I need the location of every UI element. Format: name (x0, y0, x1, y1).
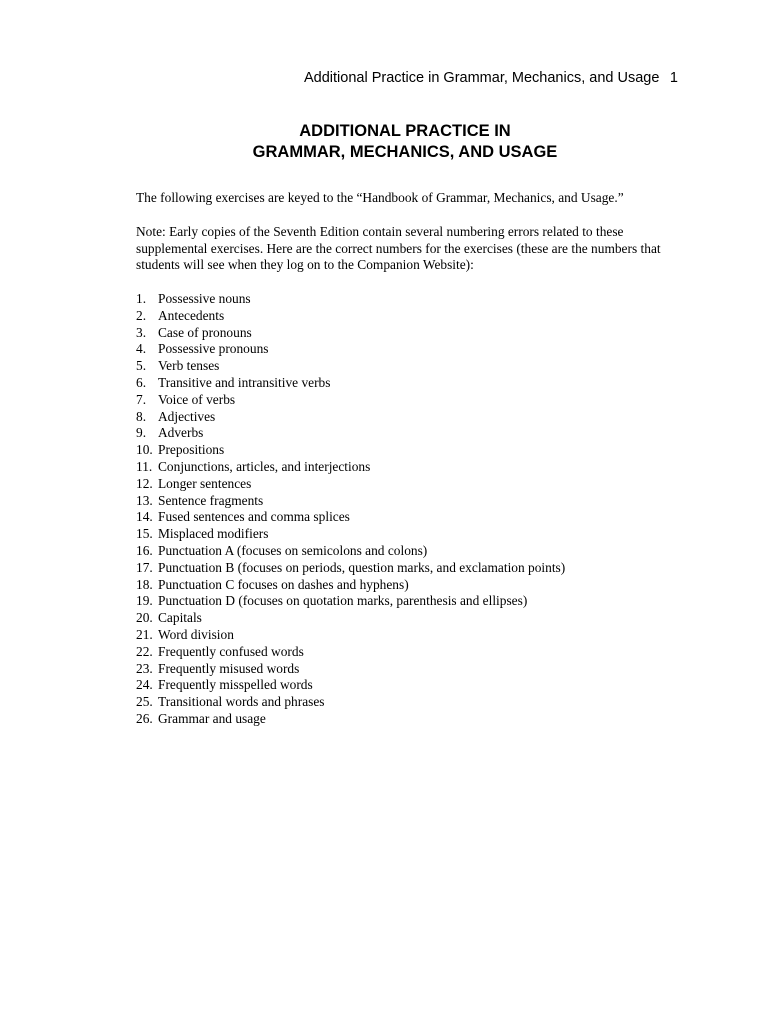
exercise-label: Grammar and usage (158, 710, 266, 726)
list-item (136, 677, 696, 694)
exercise-label: Frequently confused words (158, 643, 304, 659)
list-item (136, 560, 696, 577)
exercise-number: 23. (136, 660, 153, 676)
exercise-number: 9. (136, 425, 147, 441)
exercise-number: 19. (136, 593, 153, 609)
exercise-number: 18. (136, 576, 153, 592)
note-line-3: students will see when they log on to the Companion Website): (136, 257, 474, 273)
list-item (136, 577, 696, 594)
list-item (136, 375, 696, 392)
exercise-label: Punctuation B (focuses on periods, question marks, and exclamation points) (158, 559, 566, 575)
exercise-number: 15. (136, 526, 153, 542)
exercise-number: 21. (136, 626, 153, 642)
list-item (136, 526, 696, 543)
list-item (136, 308, 696, 325)
exercise-number: 5. (136, 358, 147, 374)
exercise-number: 12. (136, 475, 153, 491)
running-header (304, 69, 678, 87)
exercise-label: Punctuation D (focuses on quotation marks, parenthesis and ellipses) (158, 593, 528, 609)
exercise-number: 7. (136, 391, 147, 407)
list-item (136, 409, 696, 426)
exercise-number: 11. (136, 458, 153, 474)
exercise-label: Transitive and intransitive verbs (158, 374, 331, 390)
exercise-number: 16. (136, 542, 153, 558)
list-item (136, 425, 696, 442)
list-item (136, 509, 696, 526)
document-title-line-2: GRAMMAR, MECHANICS, AND USAGE (252, 143, 558, 161)
exercise-number: 4. (136, 341, 147, 357)
document-title-line-1: ADDITIONAL PRACTICE IN (299, 122, 511, 140)
intro-paragraph: The following exercises are keyed to the “Handbook of Grammar, Mechanics, and Usage.” (136, 190, 624, 205)
list-item (136, 711, 696, 728)
list-item (136, 358, 696, 375)
note-line-1: Note: Early copies of the Seventh Edition contain several numbering errors related to these (136, 224, 624, 239)
exercise-number: 10. (136, 442, 153, 458)
exercise-label: Conjunctions, articles, and interjections (158, 458, 371, 474)
list-item (136, 442, 696, 459)
exercise-number: 2. (136, 307, 147, 323)
exercise-label: Punctuation A (focuses on semicolons and colons) (158, 542, 428, 558)
exercise-label: Longer sentences (158, 475, 252, 491)
note-paragraph (136, 224, 696, 274)
list-item (136, 627, 696, 644)
exercise-number: 3. (136, 324, 147, 340)
list-item (136, 543, 696, 560)
exercise-number: 26. (136, 710, 153, 726)
exercise-label: Voice of verbs (158, 391, 236, 407)
exercise-label: Word division (158, 626, 234, 642)
exercise-label: Sentence fragments (158, 492, 264, 508)
list-item (136, 493, 696, 510)
exercise-number: 6. (136, 374, 147, 390)
exercise-number: 22. (136, 643, 153, 659)
list-item (136, 610, 696, 627)
document-title (136, 121, 674, 163)
note-line-2: supplemental exercises. Here are the correct numbers for the exercises (these are the numbers that (136, 240, 661, 256)
list-item (136, 341, 696, 358)
list-item (136, 476, 696, 493)
exercise-number: 25. (136, 694, 153, 710)
exercise-label: Punctuation C focuses on dashes and hyphens) (158, 576, 409, 592)
exercise-label: Capitals (158, 610, 202, 626)
list-item (136, 661, 696, 678)
exercise-label: Antecedents (158, 307, 225, 323)
exercise-list (136, 291, 696, 728)
list-item (136, 392, 696, 409)
exercise-label: Case of pronouns (158, 324, 252, 340)
exercise-number: 14. (136, 509, 153, 525)
exercise-label: Adverbs (158, 425, 204, 441)
exercise-label: Verb tenses (158, 358, 220, 374)
exercise-label: Fused sentences and comma splices (158, 509, 350, 525)
exercise-label: Possessive pronouns (158, 341, 269, 357)
exercise-label: Frequently misused words (158, 660, 300, 676)
list-item (136, 694, 696, 711)
exercise-number: 24. (136, 677, 153, 693)
exercise-label: Adjectives (158, 408, 216, 424)
exercise-number: 8. (136, 408, 147, 424)
running-header-title: Additional Practice in Grammar, Mechanics, and Usage (304, 70, 660, 86)
exercise-label: Transitional words and phrases (158, 694, 325, 710)
page-number: 1 (669, 70, 678, 86)
exercise-number: 20. (136, 610, 153, 626)
list-item (136, 593, 696, 610)
exercise-label: Prepositions (158, 442, 225, 458)
exercise-label: Frequently misspelled words (158, 677, 313, 693)
exercise-number: 13. (136, 492, 153, 508)
list-item (136, 644, 696, 661)
exercise-number: 1. (136, 291, 147, 306)
exercise-label: Misplaced modifiers (158, 526, 269, 542)
list-item (136, 325, 696, 342)
list-item (136, 459, 696, 476)
list-item (136, 291, 696, 308)
exercise-number: 17. (136, 559, 153, 575)
exercise-label: Possessive nouns (158, 291, 251, 306)
